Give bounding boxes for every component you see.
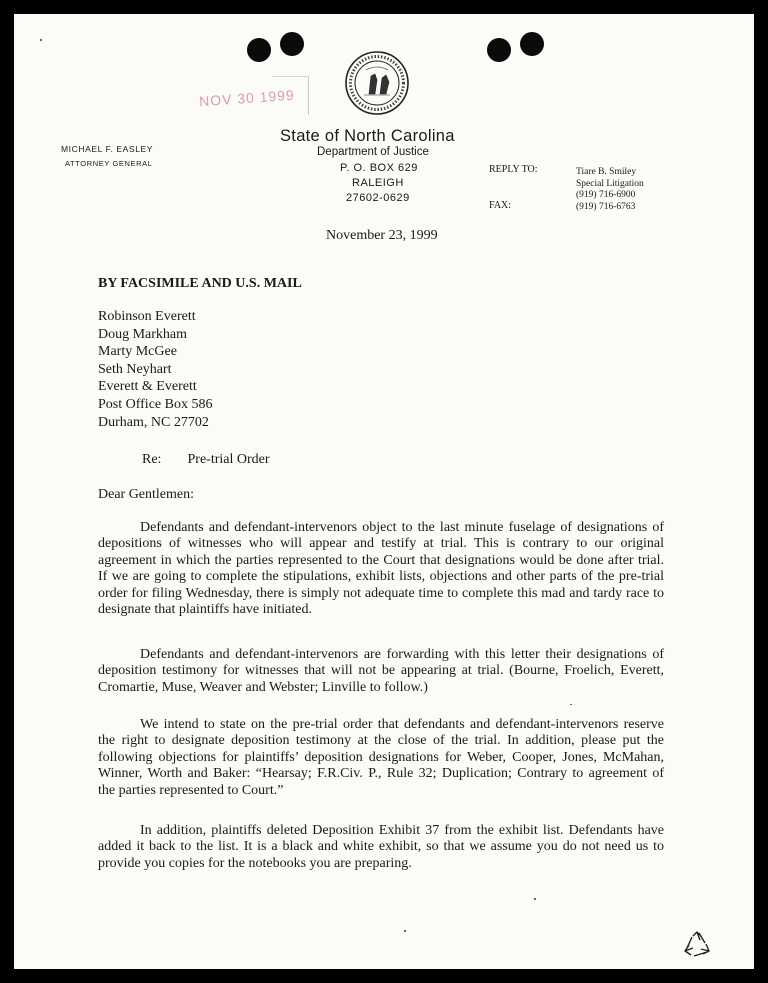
paragraph-line: the right to designate deposition testimony at the close of the trial. In addition, please put the bbox=[98, 733, 664, 749]
speck bbox=[404, 930, 406, 932]
delivery-method: BY FACSIMILE AND U.S. MAIL bbox=[98, 276, 302, 291]
department-name: Department of Justice bbox=[317, 146, 429, 158]
paragraph-line: the parties represented to Court.” bbox=[98, 782, 284, 798]
speck bbox=[534, 898, 536, 900]
attorney-title: ATTORNEY GENERAL bbox=[65, 159, 153, 168]
body-paragraph bbox=[98, 823, 664, 872]
recipient-line: Robinson Everett bbox=[98, 309, 196, 324]
state-seal-icon bbox=[344, 50, 410, 116]
paragraph-line: following objections for plaintiffs’ deposition designations for Weber, Cooper, Jones, McMahan, bbox=[98, 749, 664, 765]
salutation: Dear Gentlemen: bbox=[98, 487, 195, 502]
paragraph-line: We intend to state on the pre-trial order that defendants and defendant-intervenors reserve bbox=[140, 717, 664, 732]
speck bbox=[40, 39, 42, 41]
contact-name: Tiare B. Smiley bbox=[576, 167, 637, 177]
address-line: RALEIGH bbox=[352, 177, 404, 189]
paragraph-line: Winner, Worth and Baker: “Hearsay; F.R.Civ. P., Rule 32; Duplication; Contrary to agreement of bbox=[98, 766, 664, 782]
recipient-line: Durham, NC 27702 bbox=[98, 414, 209, 430]
paragraph-line: deposition testimony for witnesses that will not be appearing at trial. (Bourne, Froelich, Everett, bbox=[98, 663, 664, 679]
recipient-line: Doug Markham bbox=[98, 326, 188, 342]
reply-to-label: REPLY TO: bbox=[489, 164, 538, 175]
punch-hole-icon bbox=[247, 38, 271, 62]
contact-division: Special Litigation bbox=[576, 179, 644, 189]
body-paragraph bbox=[98, 520, 664, 618]
paragraph-line: depositions of witnesses who will appear and testify at trial. This is contrary to our original bbox=[98, 536, 664, 552]
recycle-icon bbox=[682, 930, 712, 960]
letter-page bbox=[14, 14, 754, 969]
attorney-name: MICHAEL F. EASLEY bbox=[61, 144, 154, 154]
letter-date: November 23, 1999 bbox=[326, 228, 438, 243]
address-line: 27602-0629 bbox=[346, 192, 410, 204]
paragraph-line: agreement in which the parties represented to the Court that designations would be done after trial. bbox=[98, 552, 664, 568]
fax-label: FAX: bbox=[489, 200, 512, 211]
recipient-line: Everett & Everett bbox=[98, 379, 197, 395]
body-paragraph bbox=[98, 647, 664, 696]
paragraph-line: added it back to the list. It is a black and white exhibit, so that we assume you do not need us to bbox=[98, 839, 664, 855]
punch-hole-icon bbox=[487, 38, 511, 62]
contact-fax: (919) 716-6763 bbox=[576, 202, 636, 212]
paragraph-line: designate that plaintiffs have initiated. bbox=[98, 602, 312, 618]
punch-hole-icon bbox=[520, 32, 544, 56]
paragraph-line: If we are going to complete the stipulations, exhibit lists, objections and other parts of the pre-trial bbox=[98, 569, 664, 585]
re-label: Re: bbox=[142, 452, 162, 467]
state-name: State of North Carolina bbox=[280, 127, 455, 145]
recipient-line: Marty McGee bbox=[98, 344, 177, 360]
recipient-line: Post Office Box 586 bbox=[98, 396, 213, 412]
body-paragraph bbox=[98, 717, 664, 799]
paragraph-line: Defendants and defendant-intervenors are forwarding with this letter their designations of bbox=[140, 647, 664, 662]
recipient-block bbox=[98, 308, 212, 431]
paragraph-line: Defendants and defendant-intervenors object to the last minute fuselage of designations of bbox=[140, 520, 664, 535]
contact-phone: (919) 716-6900 bbox=[576, 190, 636, 200]
re-line bbox=[142, 452, 270, 468]
speck bbox=[570, 704, 572, 705]
paragraph-line: In addition, plaintiffs deleted Deposition Exhibit 37 from the exhibit list. Defendants have bbox=[140, 823, 664, 838]
punch-hole-icon bbox=[280, 32, 304, 56]
recipient-line: Seth Neyhart bbox=[98, 361, 172, 377]
received-stamp: NOV 30 1999 bbox=[198, 86, 296, 110]
paragraph-line: provide you copies for the notebooks you are preparing. bbox=[98, 855, 412, 871]
re-subject: Pre-trial Order bbox=[187, 452, 270, 467]
paragraph-line: order for filing Wednesday, there is simply not adequate time to complete this mad and tardy race to bbox=[98, 585, 664, 601]
address-line: P. O. BOX 629 bbox=[340, 162, 418, 174]
paragraph-line: Cromartie, Muse, Weaver and Webster; Linville to follow.) bbox=[98, 679, 428, 695]
